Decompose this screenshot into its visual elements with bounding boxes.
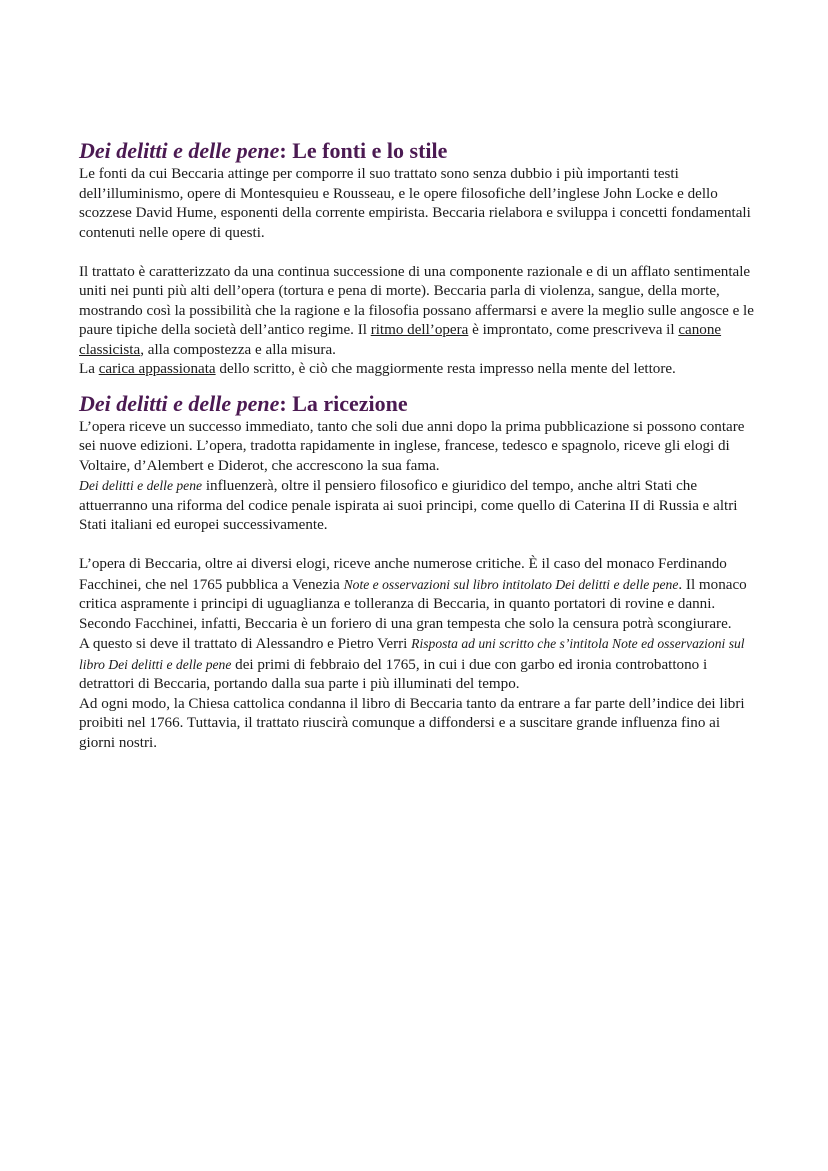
book-title-italic: Dei delitti e delle pene (79, 478, 203, 493)
paragraph-successo: L’opera riceve un successo immediato, tanto che soli due anni dopo la prima pubblicazione si possono contare sei nuove edizioni. L’opera, tradotta rapidamente in inglese, francese, tedesco e spagnolo, riceve gli elogi di Voltaire, d’Alembert e Diderot, che accrescono la sua fama. (79, 418, 745, 474)
document-page (79, 137, 759, 753)
section-title-italic: Dei delitti e delle pene (79, 138, 280, 163)
section-spacer (79, 380, 759, 390)
paragraph-verri-text-b: dei primi di febbraio del 1765, in cui i due con garbo ed ironia controbattono i detrattori di Beccaria, portando dalla sua parte i più illuminati del tempo. (79, 656, 708, 692)
book-title-verri: Risposta ad uni scritto che s’intitola Note ed osservazioni sul libro Dei delitti e delle pene (79, 636, 745, 672)
paragraph-stile-text-a: Il trattato è caratterizzato da una continua successione di una componente razionale e di un afflato sentimentale uniti nei punti più alti dell’opera (tortura e pena di morte). Beccaria parla di violenza, sangue, della morte, mostrando così la possibilità che la ragione e la filosofia possano affermarsi e avere la meglio sulle angosce e le paure tipiche della società dell’antico regime. Il (79, 263, 754, 338)
paragraph-critiche-text-a: L’opera di Beccaria, oltre ai diversi elogi, riceve anche numerose critiche. È il caso del monaco Ferdinando Facchinei, che nel 1765 pubblica a Venezia (79, 556, 727, 593)
section-title-ricezione (79, 390, 759, 418)
section-title-rest: : La ricezione (279, 390, 408, 416)
paragraph-verri (79, 634, 759, 695)
paragraph-influenza (79, 476, 759, 536)
link-carica-appassionata[interactable]: carica appassionata (98, 361, 216, 377)
section-title-rest: : Le fonti e lo stile (279, 138, 448, 163)
paragraph-critiche (79, 555, 759, 634)
paragraph-influenza-text: influenzerà, oltre il pensiero filosofico e giuridico del tempo, anche altri Stati che attuerranno una riforma del codice penale ispirata ai suoi principi, come quello di Caterina II di Russia e altri Stati italiani ed europei successivamente. (79, 478, 738, 533)
section-title-italic: Dei delitti e delle pene (79, 390, 280, 416)
paragraph-critiche-text-b: . Il monaco critica aspramente i principi di uguaglianza e tolleranza di Beccaria, in quanto portatori di rovine e danni. Secondo Facchinei, infatti, Beccaria è un foriero di una gran tempesta che solo la censura potrà scongiurare. (79, 576, 747, 632)
paragraph-spacer (79, 243, 759, 263)
paragraph-stile-text-c: , alla compostezza e alla misura. (140, 341, 336, 358)
section-title-fonti-stile (79, 137, 759, 165)
paragraph-chiesa: Ad ogni modo, la Chiesa cattolica condanna il libro di Beccaria tanto da entrare a far parte dell’indice dei libri proibiti nel 1766. Tuttavia, il trattato riuscirà comunque a diffondersi e a suscitare grande influenza fino ai giorni nostri. (79, 695, 745, 751)
link-ritmo-opera[interactable]: ritmo dell’opera (370, 322, 469, 338)
paragraph-stile (79, 263, 759, 361)
paragraph-carica-text-b: dello scritto, è ciò che maggiormente resta impresso nella mente del lettore. (215, 361, 676, 377)
paragraph-spacer (79, 536, 759, 556)
paragraph-carica-text-a: La (79, 361, 99, 377)
paragraph-verri-text-a: A questo si deve il trattato di Alessandro e Pietro Verri (79, 636, 412, 652)
book-title-facchinei: Note e osservazioni sul libro intitolato Dei delitti e delle pene (343, 576, 679, 592)
paragraph-stile-text-b: è improntato, come prescriveva il (468, 322, 679, 338)
paragraph-fonti: Le fonti da cui Beccaria attinge per comporre il suo trattato sono senza dubbio i più importanti testi dell’illuminismo, opere di Montesquieu e Rousseau, e le opere filosofiche dell’inglese John Locke e dello scozzese David Hume, esponenti della corrente empirista. Beccaria rielabora e sviluppa i concetti fondamentali contenuti nelle opere di questi. (79, 166, 751, 241)
link-canone-classicista[interactable]: canone classicista (79, 322, 722, 358)
paragraph-carica (79, 360, 759, 380)
